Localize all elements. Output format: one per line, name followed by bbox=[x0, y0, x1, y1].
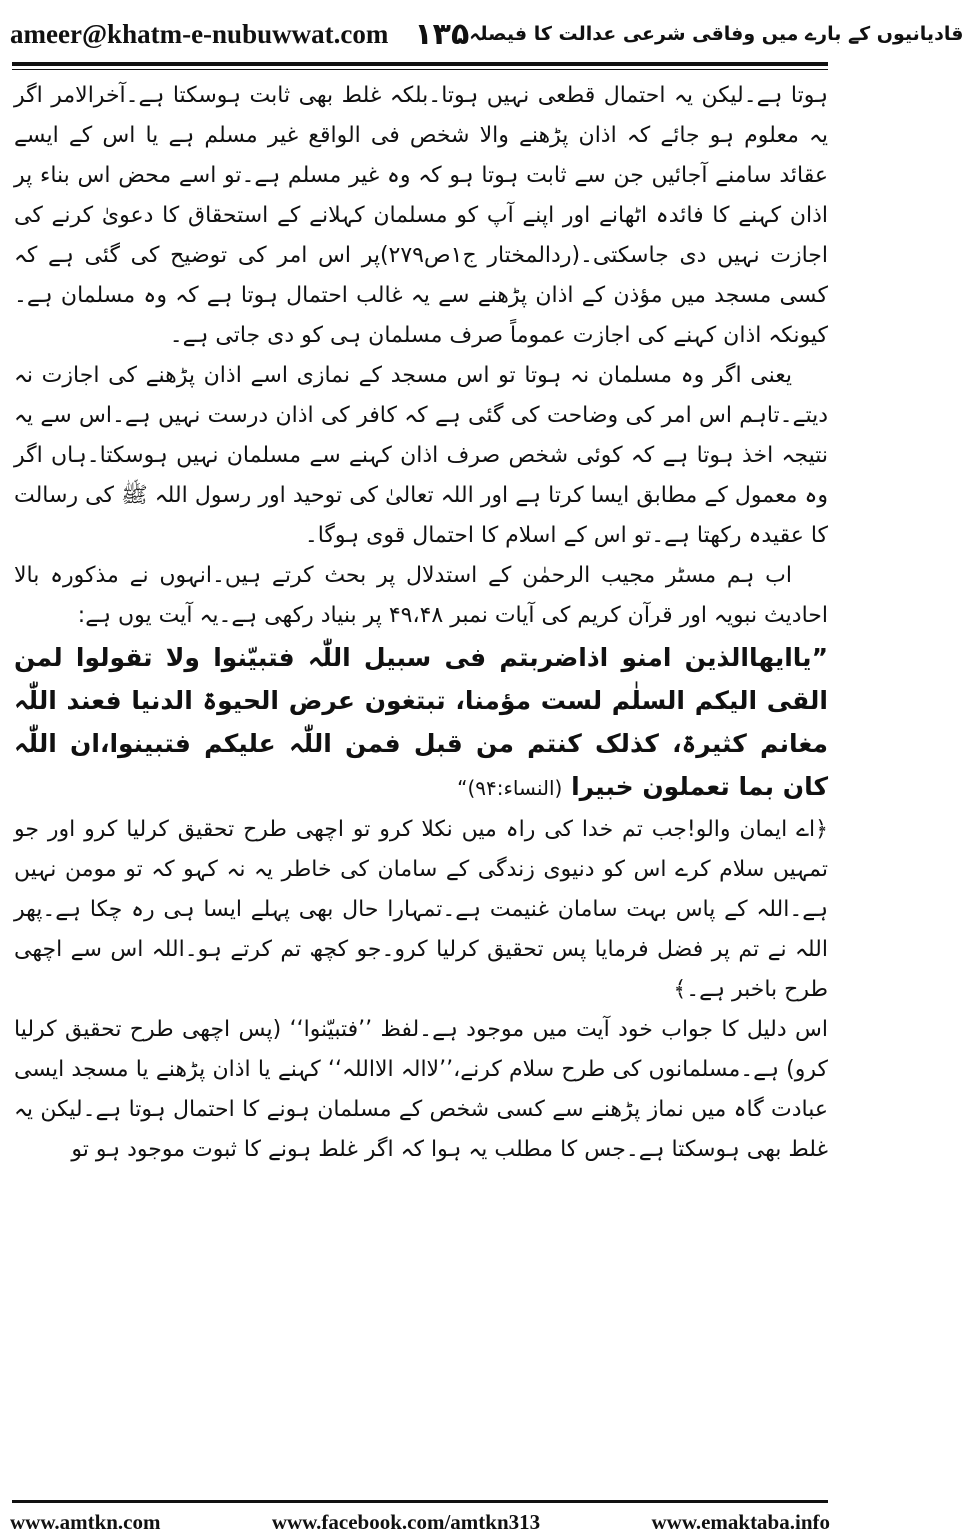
quran-verse-text: ”یاایھاالذین امنو اذاضربتم فی سبیل اللّٰہ فتبیّنوا ولا تقولوا لمن القی الیکم السلٰم لست مؤمنا، تبتغون عرض الحیوۃ الدنیا فعند اللّٰہ مغانم کثیرۃ، کذلک کنتم من قبل فمن اللّٰہ علیکم فتبینوا،ان اللّٰہ کان بما تعملون خبیرا bbox=[14, 643, 828, 801]
header-rule-thin bbox=[12, 69, 828, 70]
page-footer bbox=[10, 1508, 830, 1536]
page-header bbox=[10, 14, 963, 54]
paragraph-4: اس دلیل کا جواب خود آیت میں موجود ہے۔لفظ ’’فتبیّنوا‘‘ (پس اچھی طرح تحقیق کرلیا کرو) ہے۔مسلمانوں کی طرح سلام کرنے،’’لاالہ الااللہ‘‘ کہنے یا اذان پڑھنے یا مسجد ایسی عبادت گاہ میں نماز پڑھنے سے کسی شخص کے مسلمان ہونے کا احتمال ہوتا ہے۔لیکن یہ غلط بھی ہوسکتا ہے۔جس کا مطلب یہ ہوا کہ اگر غلط ہونے کا ثبوت موجود ہو تو bbox=[14, 1017, 828, 1162]
header-email[interactable]: ameer@khatm-e-nubuwwat.com bbox=[10, 18, 389, 49]
verse-reference: (النساء:۹۴)“ bbox=[457, 776, 563, 800]
footer-link-amtkn[interactable]: www.amtkn.com bbox=[10, 1509, 161, 1534]
verse-translation: ﴿اے ایمان والو!جب تم خدا کی راہ میں نکلا کرو تو اچھی طرح تحقیق کرلیا کرو اور جو تمہیں سلام کرے اس کو دنیوی زندگی کے سامان کی خاطر یہ نہ کہو کہ تو مومن نہیں ہے۔اللہ کے پاس بہت سامان غنیمت ہے۔تمہارا حال بھی پہلے ایسا ہی رہ چکا ہے۔پھر اللہ نے تم پر فضل فرمایا پس تحقیق کرلیا کرو۔جو کچھ تم کرتے ہو۔اللہ اس سے اچھی طرح باخبر ہے۔﴾ bbox=[14, 817, 828, 1002]
footer-link-facebook[interactable]: www.facebook.com/amtkn313 bbox=[271, 1509, 541, 1534]
quran-verse bbox=[14, 636, 828, 810]
paragraph-3: اب ہم مسٹر مجیب الرحمٰن کے استدلال پر بحث کرتے ہیں۔انہوں نے مذکورہ بالا احادیث نبویہ اور قرآن کریم کی آیات نمبر ۴۹،۴۸ پر بنیاد رکھی ہے۔یہ آیت یوں ہے: bbox=[14, 563, 828, 628]
page-body bbox=[14, 76, 828, 1170]
footer-rule bbox=[12, 1500, 828, 1503]
running-title: قادیانیوں کے بارے میں وفاقی شرعی عدالت کا فیصلہ bbox=[469, 23, 963, 45]
header-rule bbox=[12, 62, 828, 66]
page-number: ۱۳۵ bbox=[414, 16, 470, 52]
paragraph-1: ہوتا ہے۔لیکن یہ احتمال قطعی نہیں ہوتا۔بلکہ غلط بھی ثابت ہوسکتا ہے۔آخرالامر اگر یہ معلوم ہو جائے کہ اذان پڑھنے والا شخص فی الواقع غیر مسلم ہے یا اس کے ایسے عقائد سامنے آجائیں جن سے ثابت ہوتا ہو کہ وہ غیر مسلم ہے۔تو اسے محض اس بناء پر اذان کہنے کا فائدہ اٹھانے اور اپنے آپ کو مسلمان کہلانے کے استحقاق کا دعویٰ کرنے کی اجازت نہیں دی جاسکتی۔(ردالمختار ج۱ص۲۷۹)پر اس امر کی توضیح کی گئی ہے کہ کسی مسجد میں مؤذن کے اذان پڑھنے سے یہ غالب احتمال ہوتا ہے کہ وہ مسلمان ہے۔کیونکہ اذان کہنے کی اجازت عموماً صرف مسلمان ہی کو دی جاتی ہے۔ bbox=[14, 83, 828, 348]
paragraph-2: یعنی اگر وہ مسلمان نہ ہوتا تو اس مسجد کے نمازی اسے اذان پڑھنے کی اجازت نہ دیتے۔تاہم اس امر کی وضاحت کی گئی ہے کہ کافر کی اذان درست نہیں ہے۔اس سے یہ نتیجہ اخذ ہوتا ہے کہ کوئی شخص صرف اذان کہنے سے مسلمان نہیں ہوسکتا۔ہاں اگر وہ معمول کے مطابق ایسا کرتا ہے اور اللہ تعالیٰ کی توحید اور رسول اللہ ﷺ کی رسالت کا عقیدہ رکھتا ہے۔تو اس کے اسلام کا احتمال قوی ہوگا۔ bbox=[14, 363, 828, 548]
footer-link-emaktaba[interactable]: www.emaktaba.info bbox=[651, 1509, 830, 1534]
